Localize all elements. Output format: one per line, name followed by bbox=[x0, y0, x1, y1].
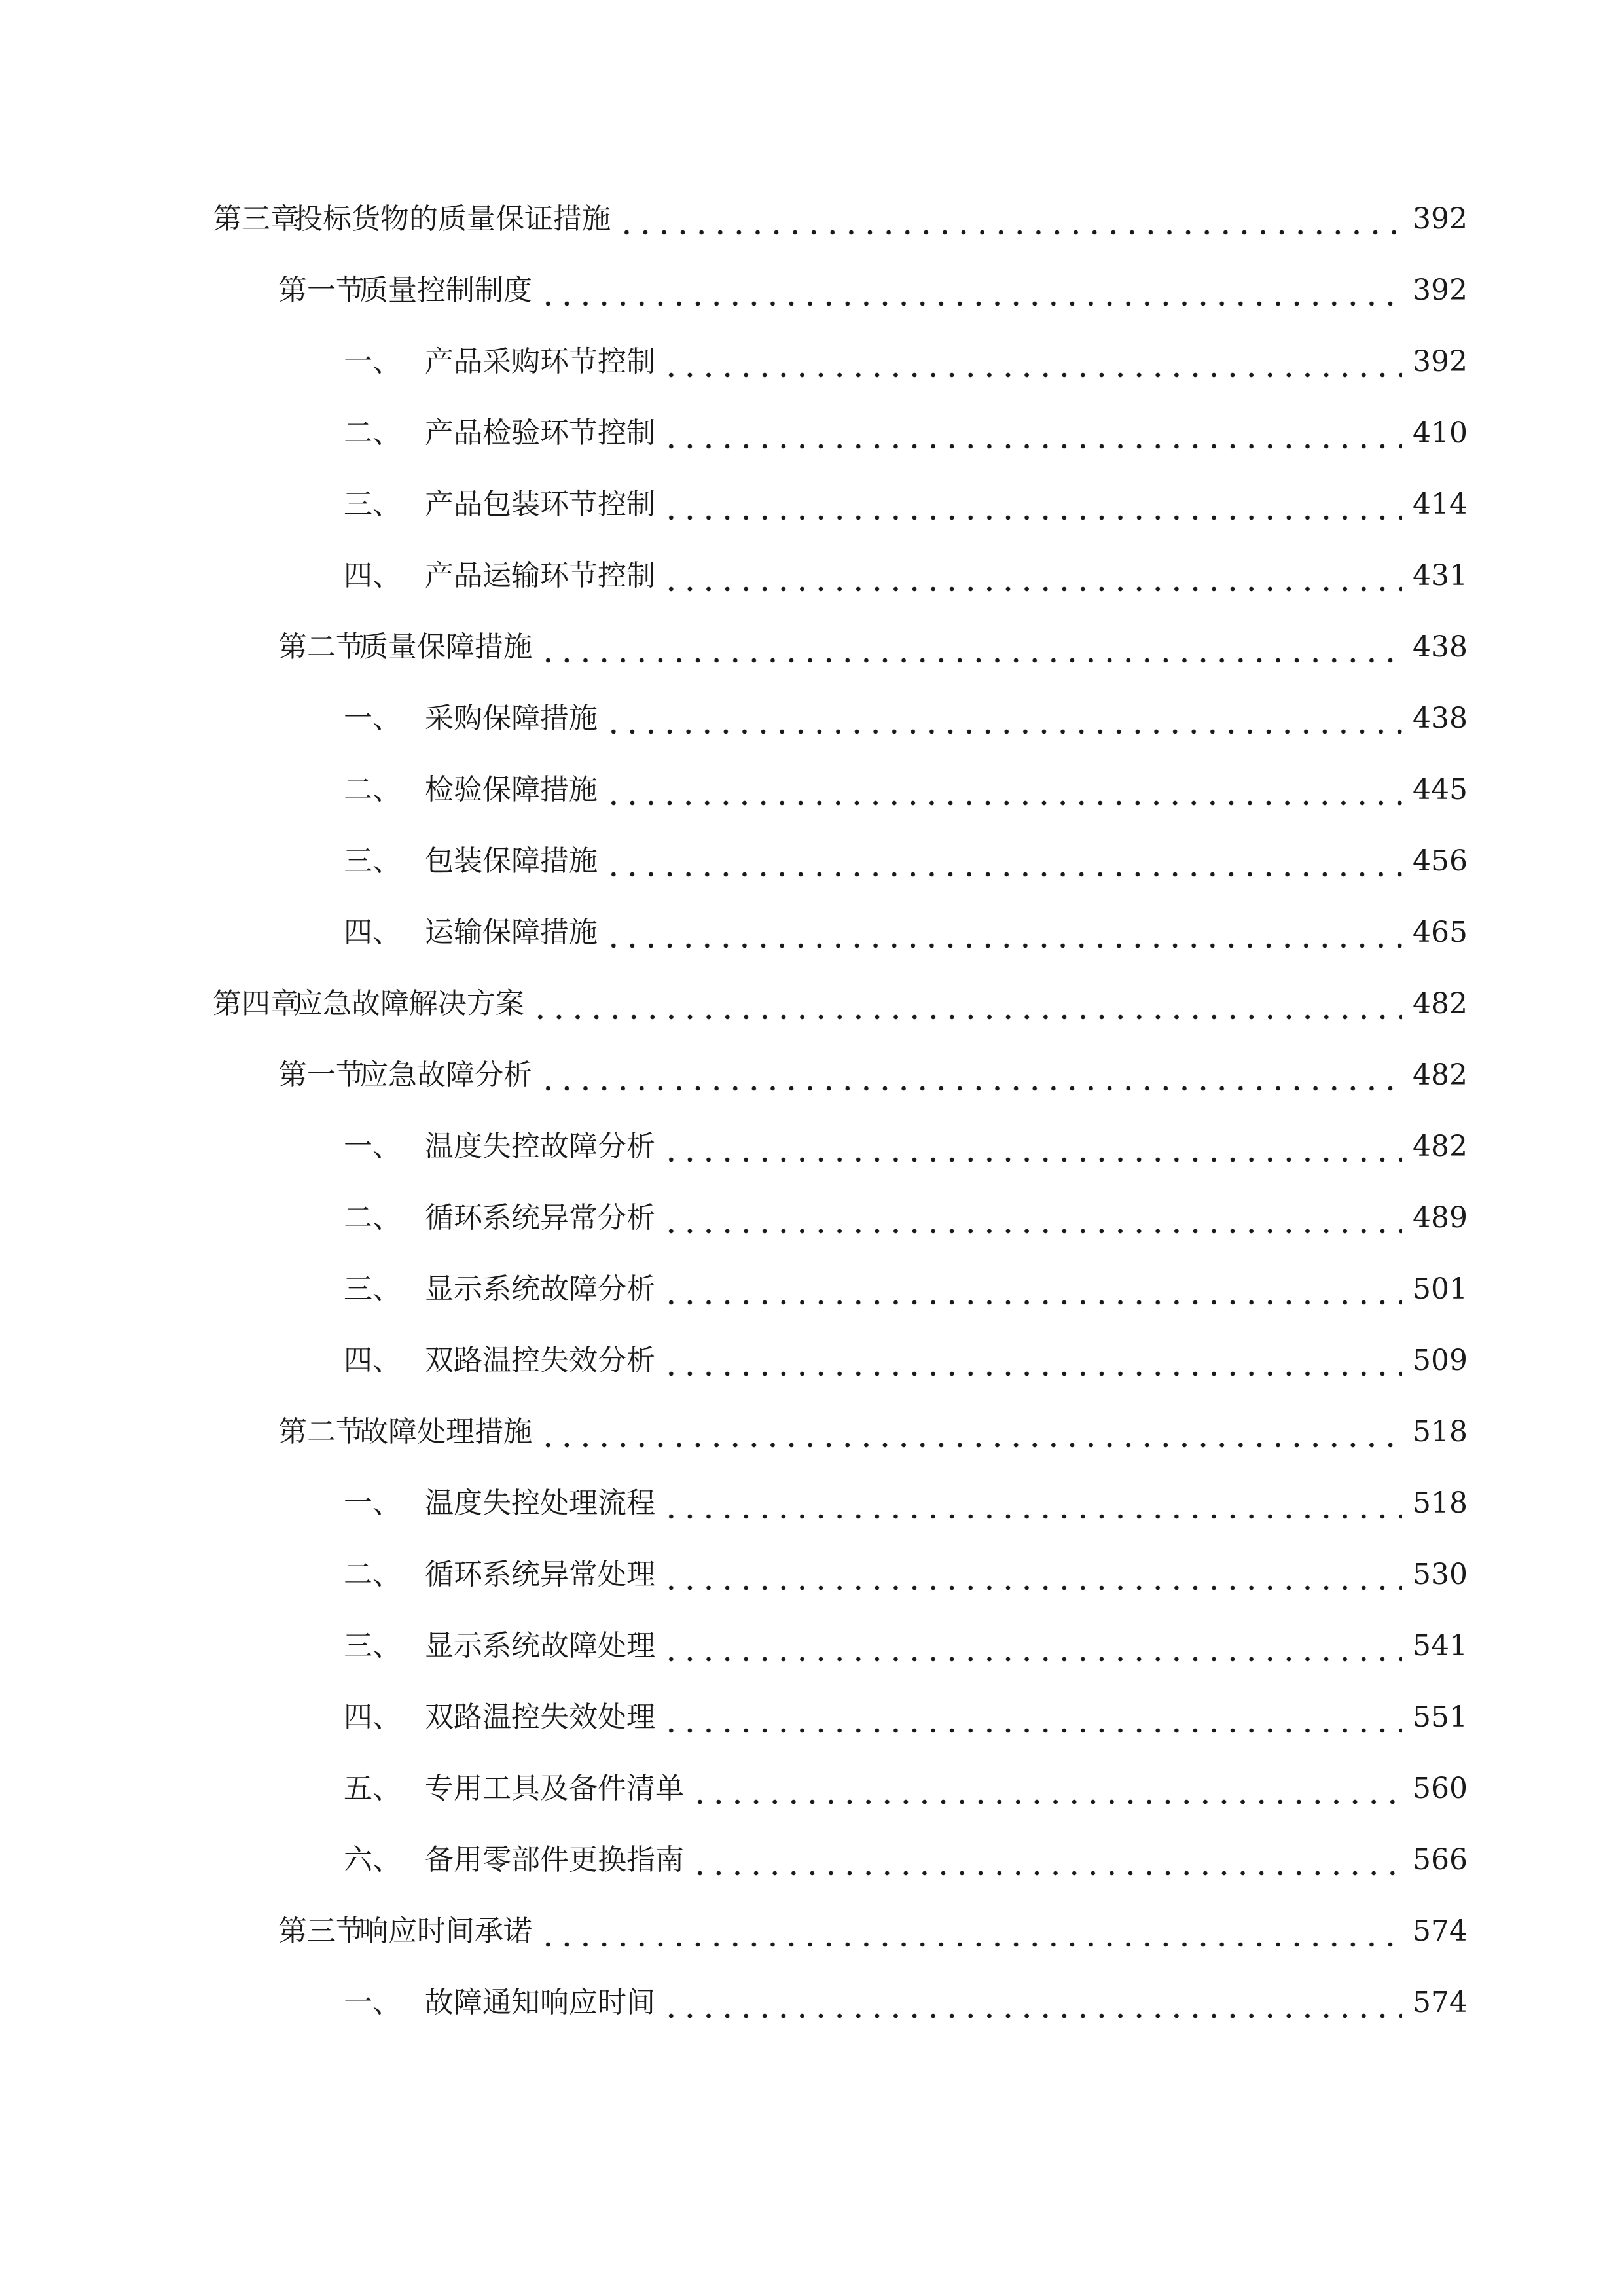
entry-number: 第四章 bbox=[213, 987, 299, 1020]
entry-number: 第二节 bbox=[278, 1415, 365, 1448]
entry-page-number: 518 bbox=[1413, 1486, 1468, 1520]
toc-entry-chapter[interactable] bbox=[213, 978, 1468, 1030]
toc-entry-section[interactable] bbox=[278, 1049, 1468, 1102]
dot-leader bbox=[691, 1763, 1402, 1815]
dot-leader bbox=[662, 478, 1402, 531]
toc-entry-item[interactable] bbox=[344, 550, 1468, 602]
entry-number: 四、 bbox=[344, 559, 401, 592]
entry-title: 采购保障措施 bbox=[425, 702, 598, 735]
entry-label bbox=[213, 202, 611, 236]
toc-entry-item[interactable] bbox=[344, 1977, 1468, 2029]
entry-page-number: 574 bbox=[1413, 1986, 1468, 2019]
entry-number: 三、 bbox=[344, 488, 401, 521]
entry-label bbox=[344, 490, 655, 519]
entry-label bbox=[344, 1560, 655, 1589]
entry-title: 应急故障解决方案 bbox=[294, 987, 524, 1020]
entry-page-number: 482 bbox=[1413, 987, 1468, 1020]
entry-number: 一、 bbox=[344, 1130, 401, 1163]
dot-leader bbox=[662, 1691, 1402, 1744]
dot-leader bbox=[539, 1049, 1402, 1102]
toc-entry-item[interactable] bbox=[344, 1691, 1468, 1744]
dot-leader bbox=[531, 978, 1402, 1030]
entry-number: 一、 bbox=[344, 345, 401, 378]
entry-label bbox=[344, 1843, 684, 1876]
entry-label bbox=[344, 1486, 655, 1520]
entry-label bbox=[344, 1132, 655, 1161]
dot-leader bbox=[604, 764, 1402, 816]
entry-title: 运输保障措施 bbox=[425, 916, 598, 949]
entry-page-number: 501 bbox=[1413, 1272, 1468, 1306]
entry-page-number: 530 bbox=[1413, 1558, 1468, 1591]
toc-entry-section[interactable] bbox=[278, 621, 1468, 673]
entry-title: 备用零部件更换指南 bbox=[425, 1843, 684, 1876]
dot-leader bbox=[604, 906, 1402, 959]
entry-label bbox=[344, 416, 655, 450]
entry-title: 响应时间承诺 bbox=[359, 1914, 532, 1948]
entry-title: 产品运输环节控制 bbox=[425, 559, 655, 592]
entry-label bbox=[344, 773, 598, 806]
entry-label bbox=[344, 844, 598, 878]
entry-title: 应急故障分析 bbox=[359, 1058, 532, 1092]
dot-leader bbox=[662, 1549, 1402, 1601]
toc-entry-item[interactable] bbox=[344, 1549, 1468, 1601]
entry-page-number: 392 bbox=[1413, 202, 1468, 236]
entry-title: 双路温控失效分析 bbox=[425, 1344, 655, 1377]
entry-number: 三、 bbox=[344, 1629, 401, 1662]
entry-label bbox=[278, 1058, 532, 1092]
entry-label bbox=[344, 559, 655, 592]
entry-title: 双路温控失效处理 bbox=[425, 1700, 655, 1734]
dot-leader bbox=[662, 1335, 1402, 1387]
entry-label bbox=[344, 1774, 684, 1803]
entry-number: 第一节 bbox=[278, 1058, 365, 1092]
entry-number: 二、 bbox=[344, 1201, 401, 1234]
dot-leader bbox=[662, 1620, 1402, 1672]
entry-title: 故障处理措施 bbox=[359, 1415, 532, 1448]
entry-title: 产品包装环节控制 bbox=[425, 488, 655, 521]
entry-title: 包装保障措施 bbox=[425, 844, 598, 878]
entry-title: 专用工具及备件清单 bbox=[425, 1772, 684, 1805]
dot-leader bbox=[662, 1477, 1402, 1530]
entry-page-number: 489 bbox=[1413, 1201, 1468, 1234]
dot-leader bbox=[662, 1192, 1402, 1244]
toc-entry-item[interactable] bbox=[344, 1335, 1468, 1387]
entry-number: 三、 bbox=[344, 844, 401, 878]
dot-leader bbox=[539, 1406, 1402, 1458]
toc-entry-item[interactable] bbox=[344, 407, 1468, 459]
toc-entry-item[interactable] bbox=[344, 1121, 1468, 1173]
entry-label bbox=[278, 1415, 532, 1448]
entry-label bbox=[278, 630, 532, 664]
entry-number: 四、 bbox=[344, 916, 401, 949]
entry-title: 质量控制制度 bbox=[359, 274, 532, 307]
entry-number: 三、 bbox=[344, 1272, 401, 1306]
entry-title: 显示系统故障处理 bbox=[425, 1629, 655, 1662]
entry-page-number: 392 bbox=[1413, 345, 1468, 378]
dot-leader bbox=[539, 264, 1402, 317]
dot-leader bbox=[691, 1834, 1402, 1886]
entry-page-number: 445 bbox=[1413, 773, 1468, 806]
entry-label bbox=[344, 1988, 655, 2017]
entry-title: 循环系统异常分析 bbox=[425, 1201, 655, 1234]
entry-page-number: 541 bbox=[1413, 1629, 1468, 1662]
entry-number: 五、 bbox=[344, 1772, 401, 1805]
entry-page-number: 414 bbox=[1413, 488, 1468, 521]
entry-label bbox=[344, 1346, 655, 1375]
entry-page-number: 509 bbox=[1413, 1344, 1468, 1377]
entry-page-number: 438 bbox=[1413, 702, 1468, 735]
entry-number: 六、 bbox=[344, 1843, 401, 1876]
entry-page-number: 431 bbox=[1413, 559, 1468, 592]
entry-title: 质量保障措施 bbox=[359, 630, 532, 664]
entry-label bbox=[213, 987, 524, 1020]
toc-entry-item[interactable] bbox=[344, 764, 1468, 816]
dot-leader bbox=[604, 692, 1402, 745]
entry-label bbox=[344, 918, 598, 947]
toc-entry-item[interactable] bbox=[344, 906, 1468, 959]
entry-number: 一、 bbox=[344, 1986, 401, 2019]
entry-number: 二、 bbox=[344, 1558, 401, 1591]
entry-page-number: 482 bbox=[1413, 1058, 1468, 1092]
entry-label bbox=[344, 1629, 655, 1662]
toc-entry-item[interactable] bbox=[344, 835, 1468, 888]
toc-entry-section[interactable] bbox=[278, 264, 1468, 317]
toc-entry-item[interactable] bbox=[344, 692, 1468, 745]
toc-entry-item[interactable] bbox=[344, 1834, 1468, 1886]
toc-entry-item[interactable] bbox=[344, 1477, 1468, 1530]
dot-leader bbox=[662, 1977, 1402, 2029]
toc-entry-item[interactable] bbox=[344, 336, 1468, 388]
entry-label bbox=[344, 1700, 655, 1734]
entry-label bbox=[344, 704, 598, 733]
entry-page-number: 560 bbox=[1413, 1772, 1468, 1805]
entry-page-number: 410 bbox=[1413, 416, 1468, 450]
entry-title: 检验保障措施 bbox=[425, 773, 598, 806]
toc-entry-item[interactable] bbox=[344, 1192, 1468, 1244]
entry-number: 第三章 bbox=[213, 202, 299, 236]
entry-page-number: 482 bbox=[1413, 1130, 1468, 1163]
dot-leader bbox=[662, 550, 1402, 602]
entry-number: 四、 bbox=[344, 1700, 401, 1734]
toc-entry-section[interactable] bbox=[278, 1406, 1468, 1458]
entry-number: 四、 bbox=[344, 1344, 401, 1377]
entry-title: 循环系统异常处理 bbox=[425, 1558, 655, 1591]
dot-leader bbox=[604, 835, 1402, 888]
toc-entry-item[interactable] bbox=[344, 1763, 1468, 1815]
entry-page-number: 551 bbox=[1413, 1700, 1468, 1734]
entry-page-number: 574 bbox=[1413, 1914, 1468, 1948]
entry-title: 投标货物的质量保证措施 bbox=[294, 202, 611, 236]
entry-number: 一、 bbox=[344, 702, 401, 735]
entry-page-number: 518 bbox=[1413, 1415, 1468, 1448]
entry-page-number: 438 bbox=[1413, 630, 1468, 664]
entry-page-number: 392 bbox=[1413, 274, 1468, 307]
toc-entry-item[interactable] bbox=[344, 478, 1468, 531]
dot-leader bbox=[662, 1121, 1402, 1173]
entry-number: 第一节 bbox=[278, 274, 365, 307]
dot-leader bbox=[662, 407, 1402, 459]
entry-page-number: 456 bbox=[1413, 844, 1468, 878]
entry-label bbox=[344, 1201, 655, 1234]
toc-entry-chapter[interactable] bbox=[213, 193, 1468, 245]
entry-number: 第二节 bbox=[278, 630, 365, 664]
dot-leader bbox=[662, 336, 1402, 388]
entry-title: 故障通知响应时间 bbox=[425, 1986, 655, 2019]
dot-leader bbox=[617, 193, 1402, 245]
dot-leader bbox=[539, 1905, 1402, 1958]
entry-number: 一、 bbox=[344, 1486, 401, 1520]
entry-label bbox=[344, 345, 655, 378]
toc-entry-item[interactable] bbox=[344, 1263, 1468, 1316]
entry-number: 二、 bbox=[344, 416, 401, 450]
entry-title: 温度失控故障分析 bbox=[425, 1130, 655, 1163]
entry-label bbox=[344, 1272, 655, 1306]
dot-leader bbox=[662, 1263, 1402, 1316]
entry-label bbox=[278, 276, 532, 305]
dot-leader bbox=[539, 621, 1402, 673]
entry-title: 产品采购环节控制 bbox=[425, 345, 655, 378]
entry-number: 第三节 bbox=[278, 1914, 365, 1948]
entry-label bbox=[278, 1914, 532, 1948]
toc-entry-section[interactable] bbox=[278, 1905, 1468, 1958]
entry-page-number: 566 bbox=[1413, 1843, 1468, 1876]
entry-page-number: 465 bbox=[1413, 916, 1468, 949]
entry-title: 温度失控处理流程 bbox=[425, 1486, 655, 1520]
toc-entry-item[interactable] bbox=[344, 1620, 1468, 1672]
entry-title: 显示系统故障分析 bbox=[425, 1272, 655, 1306]
entry-number: 二、 bbox=[344, 773, 401, 806]
entry-title: 产品检验环节控制 bbox=[425, 416, 655, 450]
